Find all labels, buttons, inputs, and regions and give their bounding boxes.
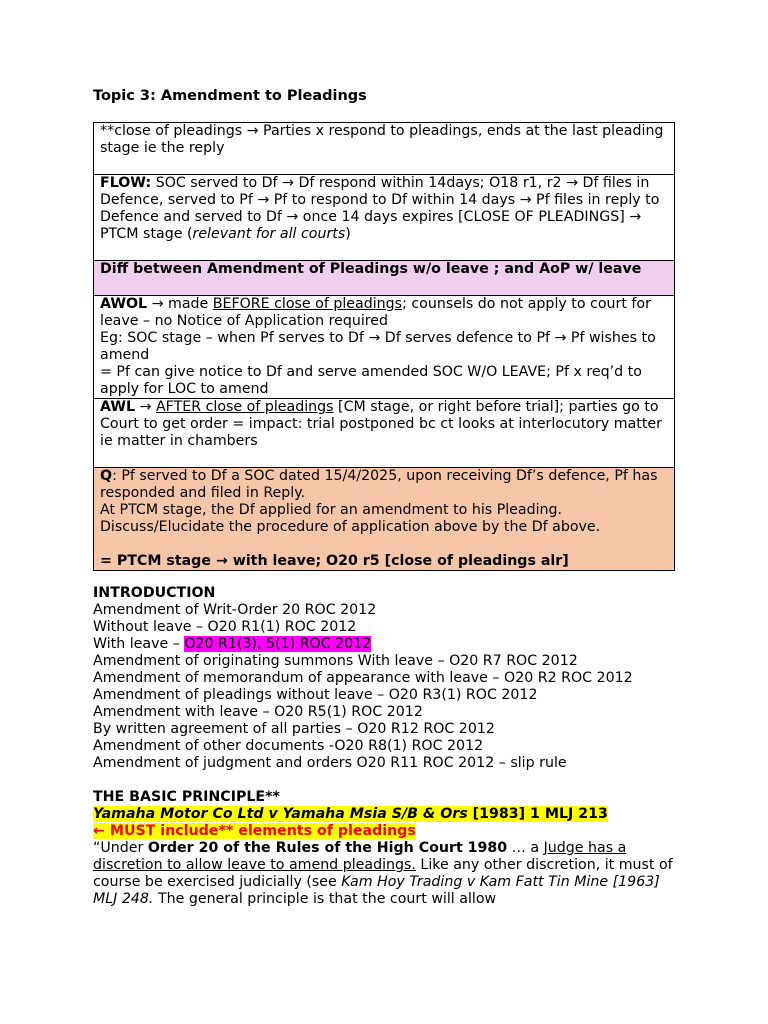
case-citation: [93, 806, 676, 823]
question-line2: At PTCM stage, the Df applied for an amendment to his Pleading. Discuss/Elucidate the procedure of application above by the Df above.: [100, 502, 601, 535]
principle-heading: THE BASIC PRINCIPLE**: [93, 789, 280, 805]
table-row: [94, 468, 675, 571]
question-text: : Pf served to Df a SOC dated 15/4/2025, upon receiving Df’s defence, Pf has responded and filed in Reply.: [100, 468, 658, 501]
close-of-pleadings-cell: **close of pleadings → Parties x respond to pleadings, ends at the last pleading stage ie the reply: [94, 123, 675, 175]
list-item: Amendment of Writ-Order 20 ROC 2012: [93, 602, 377, 618]
awol-text: ; counsels do not apply to court for leave – no Notice of Application required: [100, 296, 651, 329]
flow-label: FLOW:: [100, 175, 152, 191]
highlighted-rule: O20 R1(3), 5(1) ROC 2012: [184, 636, 372, 652]
table-row: [94, 399, 675, 468]
case-cite: [1983] 1 MLJ 213: [467, 806, 608, 822]
list-item: Amendment of other documents -O20 R8(1) ROC 2012: [93, 738, 484, 754]
awol-example: Eg: SOC stage – when Pf serves to Df → Df serves defence to Pf → Pf wishes to amend: [100, 330, 656, 363]
awol-label: AWOL: [100, 296, 148, 312]
table-row: [94, 175, 675, 261]
flow-text: SOC served to Df → Df respond within 14days; O18 r1, r2 → Df files in Defence, served to Pf → Pf to respond to Df within 14 days → Pf files in reply to Defence and served to Df → once 14 days expires [CLOSE OF PLEADINGS] → PTCM stage (: [100, 175, 660, 242]
paragraph-text: Like any other discretion, it must of course be exercised judicially (see: [93, 857, 673, 890]
awl-arrow: →: [135, 399, 156, 415]
list-item: Amendment of judgment and orders O20 R11 ROC 2012 – slip rule: [93, 755, 567, 771]
flow-italic: relevant for all courts: [192, 226, 346, 242]
intro-heading: INTRODUCTION: [93, 585, 216, 601]
question-cell: [94, 468, 675, 571]
flow-end: ): [345, 226, 351, 242]
list-item: [93, 636, 676, 653]
body-text: [93, 585, 676, 908]
list-item-text: With leave –: [93, 636, 185, 652]
awol-cell: [94, 296, 675, 399]
paragraph-text: “Under: [93, 840, 148, 856]
case-reference: Kam Hoy Trading v Kam Fatt Tin Mine [1963] MLJ 248.: [93, 874, 660, 907]
table-row: [94, 261, 675, 296]
awl-underlined: AFTER close of pleadings: [155, 399, 334, 415]
awol-arrow: → made: [147, 296, 213, 312]
discretion-text: Judge has a discretion to allow leave to amend pleadings.: [93, 840, 627, 873]
question-answer: = PTCM stage → with leave; O20 r5 [close of pleadings alr]: [100, 553, 569, 569]
paragraph-text: … a: [507, 840, 544, 856]
case-name: Yamaha Motor Co Ltd v Yamaha Msia S/B & Ors: [93, 806, 468, 822]
awl-text: [CM stage, or right before trial]; parties go to Court to get order = impact: trial postponed bc ct looks at interlocutory matter ie matter in chambers: [100, 399, 662, 449]
note-line: [93, 823, 676, 840]
list-item: Amendment of pleadings without leave – O20 R3(1) ROC 2012: [93, 687, 538, 703]
list-item: Amendment of memorandum of appearance with leave – O20 R2 ROC 2012: [93, 670, 633, 686]
table-row: [94, 123, 675, 175]
list-item: Amendment of originating summons With leave – O20 R7 ROC 2012: [93, 653, 578, 669]
list-item: Amendment with leave – O20 R5(1) ROC 2012: [93, 704, 423, 720]
principle-paragraph: [93, 840, 676, 908]
must-include-note: ← MUST include** elements of pleadings: [93, 823, 416, 839]
awol-underlined: BEFORE close of pleadings: [212, 296, 403, 312]
order-reference: Order 20 of the Rules of the High Court 1980: [147, 840, 508, 856]
question-label: Q: [100, 468, 113, 484]
awol-result: = Pf can give notice to Df and serve amended SOC W/O LEAVE; Pf x req’d to apply for LOC to amend: [100, 364, 642, 397]
flow-cell: [94, 175, 675, 261]
awl-label: AWL: [100, 399, 136, 415]
table-row: [94, 296, 675, 399]
list-item: By written agreement of all parties – O20 R12 ROC 2012: [93, 721, 495, 737]
page-title: Topic 3: Amendment to Pleadings: [93, 88, 367, 104]
awl-cell: [94, 399, 675, 468]
summary-table: [93, 122, 675, 571]
list-item: Without leave – O20 R1(1) ROC 2012: [93, 619, 357, 635]
paragraph-text: The general principle is that the court will allow: [153, 891, 497, 907]
diff-heading-cell: Diff between Amendment of Pleadings w/o leave ; and AoP w/ leave: [94, 261, 675, 296]
